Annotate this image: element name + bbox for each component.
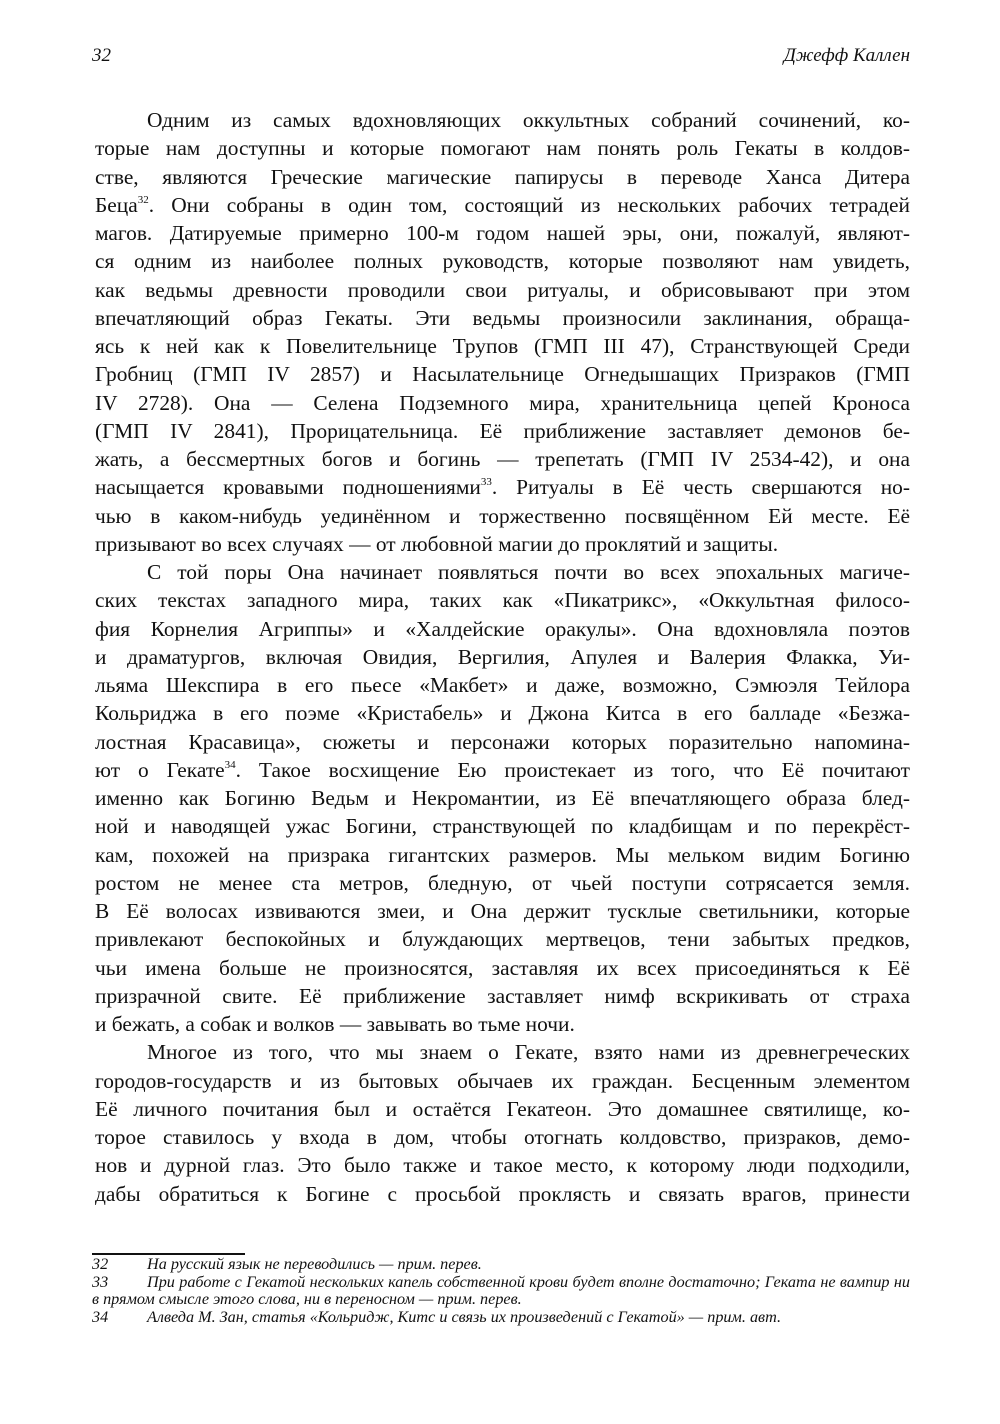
footnote [92, 1274, 910, 1309]
text-line: как ведьмы древности проводили свои ритуалы, и обрисовывают при этом [95, 277, 910, 302]
text-line: ских текстах западного мира, таких как «Пикатрикс», «Оккультная филосо- [95, 588, 910, 613]
text-line: лостная Красавица», сюжеты и персонажи которых поразительно напомина- [95, 729, 910, 754]
text-segment: . Ритуалы в Её честь свершаются но- [491, 475, 910, 500]
footnote [92, 1309, 910, 1327]
text-segment: ют о Гекате [95, 757, 225, 782]
footnote-number: 33 [92, 1272, 109, 1291]
footnote-number: 34 [92, 1307, 109, 1326]
text-line: жать, а бессмертных богов и богинь — трепетать (ГМП IV 2534-42), и она [95, 447, 910, 471]
text-line: IV 2728). Она — Селена Подземного мира, хранительница цепей Кроноса [95, 390, 910, 415]
footnote-ref: 32 [137, 193, 149, 206]
page-number: 32 [92, 45, 111, 66]
text-line: В Её волосах извиваются змеи, и Она держит тусклые светильники, которые [95, 899, 910, 923]
main-text [95, 106, 910, 1208]
paragraph [95, 1038, 910, 1208]
text-line: именно как Богиню Ведьм и Некромантии, из Её впечатляющего образа блед- [95, 786, 910, 810]
text-line: магов. Датируемые примерно 100-м годом нашей эры, они, пожалуй, являют- [95, 221, 910, 245]
text-segment: Беца [95, 192, 138, 217]
text-line: льяма Шекспира в его пьесе «Макбет» и даже, возможно, Сэмюэля Тейлора [95, 673, 910, 697]
text-line: нов и дурной глаз. Это было также и такое место, к которому люди подходили, [95, 1153, 910, 1178]
text-line: (ГМП IV 2841), Прорицательница. Её приближение заставляет демонов бе- [95, 418, 910, 443]
text-line [95, 473, 910, 501]
footnote-ref: 33 [480, 476, 492, 489]
text-line: впечатляющий образ Гекаты. Эти ведьмы произносили заклинания, обраща- [95, 305, 910, 330]
text-line: Гробниц (ГМП IV 2857) и Насылательнице Огнедышащих Призраков (ГМП [95, 362, 910, 387]
text-line: ясь к ней как к Повелительнице Трупов (ГМП III 47), Странствующей Среди [95, 334, 910, 358]
text-line: ся одним из наиболее полных руководств, которые позволяют нам увидеть, [95, 249, 910, 274]
text-line: Одним из самых вдохновляющих оккультных собраний сочинений, ко- [147, 108, 910, 132]
text-line: призрачной свите. Её приближение заставляет нимф вскрикивать от страха [95, 983, 910, 1008]
text-line: городов-государств и из бытовых обычаев их граждан. Бесценным элементом [95, 1068, 910, 1093]
running-header-author: Джефф Каллен [783, 45, 910, 66]
text-segment: . Они собраны в один том, состоящий из нескольких рабочих тетрадей [148, 192, 910, 217]
text-line: торое ставилось у входа в дом, чтобы отогнать колдовство, призраков, демо- [95, 1125, 910, 1149]
paragraph [95, 106, 910, 558]
text-segment: насыщается кровавыми подношениями [95, 475, 481, 500]
text-line: С той поры Она начинает появляться почти во всех эпохальных магиче- [147, 560, 910, 584]
footnote [92, 1256, 910, 1274]
footnote-text: Алведа М. Зан, статья «Кольридж, Китс и связь их произведений с Гекатой» — прим. авт. [147, 1307, 781, 1326]
text-line: чью в каком-нибудь уединённом и торжественно посвящённом Ей месте. Её [95, 503, 910, 528]
text-line: Кольриджа в его поэме «Кристабель» и Джона Китса в его балладе «Безжа- [95, 701, 910, 726]
text-line: привлекают беспокойных и блуждающих мертвецов, тени забытых предков, [95, 927, 910, 952]
text-line: и бежать, а собак и волков — завывать во тьме ночи. [95, 1012, 575, 1036]
text-line: и драматургов, включая Овидия, Вергилия, Апулея и Валерия Флакка, Уи- [95, 644, 910, 669]
footnote-number: 32 [92, 1255, 109, 1273]
text-line: торые нам доступны и которые помогают нам понять роль Гекаты в колдов- [95, 136, 910, 161]
text-line: Её личного почитания был и остаётся Гекатеон. Это домашнее святилище, ко- [95, 1096, 910, 1121]
text-segment: . Такое восхищение Ею проистекает из того, что Её почитают [235, 757, 910, 782]
text-line [95, 191, 910, 219]
footnotes [92, 1256, 910, 1326]
text-line: ростом не менее ста метров, бледную, от чьей поступи сотрясается земля. [95, 870, 910, 895]
text-line: ной и наводящей ужас Богини, странствующей по кладбищам и по перекрёст- [95, 814, 910, 839]
text-line: дабы обратиться к Богине с просьбой проклясть и связать врагов, принести [95, 1181, 910, 1206]
text-line: фия Корнелия Агриппы» и «Халдейские оракулы». Она вдохновляла поэтов [95, 616, 910, 641]
text-line: Многое из того, что мы знаем о Гекате, взято нами из древнегреческих [147, 1040, 910, 1065]
paragraph [95, 558, 910, 1038]
text-line: призывают во всех случаях — от любовной магии до проклятий и защиты. [95, 531, 779, 556]
footnote-text: При работе с Гекатой нескольких капель собственной крови будет вполне достаточно; Геката не вампир ни в прямом смысле этого слова, ни в переносном — прим. перев. [92, 1272, 910, 1309]
footnote-text: На русский язык не переводились — прим. перев. [147, 1255, 482, 1273]
footnote-ref: 34 [224, 758, 236, 771]
text-line: стве, являются Греческие магические папирусы в переводе Ханса Дитера [95, 164, 910, 189]
text-line [95, 756, 910, 784]
text-line: чьи имена больше не произносятся, заставляя их всех присоединяться к Её [95, 955, 910, 980]
text-line: кам, похожей на призрака гигантских размеров. Мы мельком видим Богиню [95, 842, 910, 867]
